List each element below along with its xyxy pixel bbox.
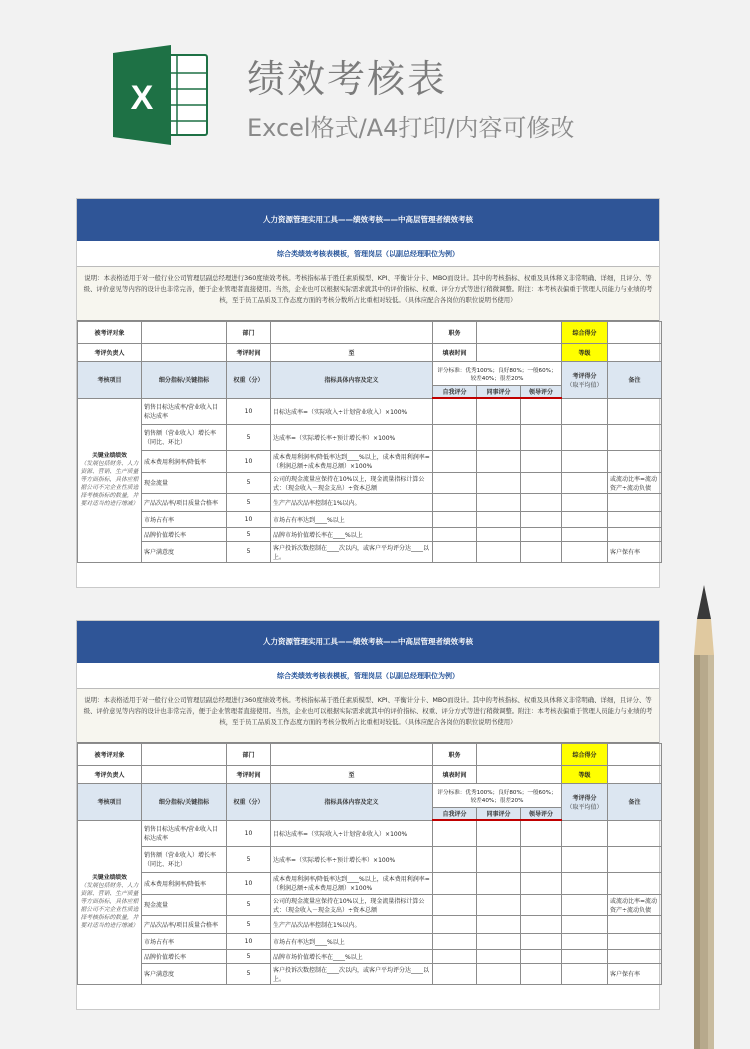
table-row	[78, 846, 662, 872]
row-indicator: 销售额（营业收入）增长率（同比、环比）	[142, 424, 227, 450]
row-avg-score[interactable]	[562, 398, 608, 424]
row-peer-score[interactable]	[477, 915, 521, 933]
row-avg-score[interactable]	[562, 894, 608, 915]
row-indicator: 产品次品率/项目质量合格率	[142, 493, 227, 511]
sheet-banner: 人力资源管理实用工具——绩效考核——中高层管理者绩效考核	[77, 199, 659, 241]
row-indicator: 品牌价值增长率	[142, 949, 227, 963]
info-label-total: 综合得分	[562, 322, 608, 344]
category-title: 关键业绩绩效	[92, 453, 127, 459]
table-row	[78, 541, 662, 562]
col-weight: 权重（分）	[227, 784, 271, 821]
row-weight: 5	[227, 949, 271, 963]
row-self-score[interactable]	[433, 846, 477, 872]
row-weight: 10	[227, 933, 271, 949]
sheet-subhead: 综合类绩效考核表模板，管理岗层（以副总经理职位为例）	[77, 663, 659, 689]
row-remark	[608, 933, 662, 949]
row-self-score[interactable]	[433, 915, 477, 933]
row-avg-score[interactable]	[562, 527, 608, 541]
info-label-grade: 等级	[562, 766, 608, 784]
sheet-banner: 人力资源管理实用工具——绩效考核——中高层管理者绩效考核	[77, 621, 659, 663]
row-remark	[608, 872, 662, 894]
col-remark: 备注	[608, 784, 662, 821]
category-cell	[78, 398, 142, 562]
col-score-sub: （取平均值）	[566, 381, 603, 389]
row-weight: 10	[227, 450, 271, 472]
row-definition: 市场占有率达到____%以上	[271, 933, 433, 949]
row-peer-score[interactable]	[477, 527, 521, 541]
row-weight: 10	[227, 872, 271, 894]
info-value-target[interactable]	[142, 322, 227, 344]
col-self: 自我评分	[433, 808, 477, 821]
category-desc: （发展包括财务、人力资源、营销、生产质量等方面指标，具体应根据公司不完企业性质选择考核指标的数量，并要对适当的进行增减）	[80, 883, 139, 929]
col-weight: 权重（分）	[227, 362, 271, 399]
info-value-reviewer[interactable]	[142, 344, 227, 362]
row-leader-score[interactable]	[521, 511, 562, 527]
row-avg-score[interactable]	[562, 541, 608, 562]
row-peer-score[interactable]	[477, 933, 521, 949]
row-indicator: 市场占有率	[142, 511, 227, 527]
row-leader-score[interactable]	[521, 472, 562, 493]
info-value-time[interactable]: 至	[271, 344, 433, 362]
row-weight: 10	[227, 511, 271, 527]
row-definition: 目标达成率=（实际收入÷计划营业收入）×100%	[271, 820, 433, 846]
row-indicator: 现金流量	[142, 472, 227, 493]
info-value-total[interactable]	[608, 322, 662, 344]
row-leader-score[interactable]	[521, 450, 562, 472]
row-avg-score[interactable]	[562, 872, 608, 894]
row-self-score[interactable]	[433, 424, 477, 450]
row-weight: 5	[227, 915, 271, 933]
table-row	[78, 894, 662, 915]
row-self-score[interactable]	[433, 450, 477, 472]
row-weight: 10	[227, 398, 271, 424]
row-indicator: 销售目标达成率/营业收入目标达成率	[142, 398, 227, 424]
row-indicator: 成本费用利润率/降低率	[142, 450, 227, 472]
row-avg-score[interactable]	[562, 424, 608, 450]
row-remark	[608, 527, 662, 541]
col-leader: 领导评分	[521, 386, 562, 399]
col-definition: 指标具体内容及定义	[271, 362, 433, 399]
row-indicator: 市场占有率	[142, 933, 227, 949]
row-peer-score[interactable]	[477, 424, 521, 450]
info-value-reviewer[interactable]	[142, 766, 227, 784]
row-avg-score[interactable]	[562, 949, 608, 963]
row-indicator: 成本费用利润率/降低率	[142, 872, 227, 894]
row-peer-score[interactable]	[477, 398, 521, 424]
info-value-target[interactable]	[142, 744, 227, 766]
info-label-reviewer: 考评负责人	[78, 344, 142, 362]
sheet-note: 说明：本表格适用于对一般行业公司管理层副总经理进行360度绩效考核。考核指标基于胜任素质模型、KPI、平衡计分卡、MBO而设计。其中的考核指标、权重及具体释义非常明确、详细，且评分、等级、评价意见等内容的设计也非常完善，便于企业管理者直接使用。当然，企业也可以根据实际需求就其中的评价指标、权重、评分方式等进行稍微调整。附注：本考核表偏重于管理人员能力与业绩的考核，至于员工品质及工作态度方面的考核分数所占比重相对较低。（具体应配合各岗位的职位说明书使用）	[77, 689, 659, 743]
page-title: 绩效考核表	[247, 57, 448, 101]
info-value-grade[interactable]	[608, 344, 662, 362]
info-label-target: 被考评对象	[78, 322, 142, 344]
row-self-score[interactable]	[433, 511, 477, 527]
info-label-dept: 部门	[227, 322, 271, 344]
row-peer-score[interactable]	[477, 472, 521, 493]
row-peer-score[interactable]	[477, 894, 521, 915]
row-leader-score[interactable]	[521, 872, 562, 894]
info-value-fill-time[interactable]	[477, 344, 562, 362]
row-self-score[interactable]	[433, 472, 477, 493]
row-self-score[interactable]	[433, 493, 477, 511]
table-row	[78, 493, 662, 511]
row-remark	[608, 820, 662, 846]
info-label-time: 考评时间	[227, 766, 271, 784]
row-definition: 公司的现金流量应保持在10%以上，现金流量指标计算公式：（现金收入－现金支出）÷资本总额	[271, 894, 433, 915]
row-self-score[interactable]	[433, 398, 477, 424]
row-self-score[interactable]	[433, 949, 477, 963]
row-definition: 品牌市场价值增长率在____%以上	[271, 527, 433, 541]
row-peer-score[interactable]	[477, 846, 521, 872]
col-scoring-standard: 评分标准：优秀100%；良好80%；一般60%；较差40%；很差20%	[433, 784, 562, 808]
row-avg-score[interactable]	[562, 915, 608, 933]
table-row	[78, 511, 662, 527]
row-peer-score[interactable]	[477, 493, 521, 511]
info-label-position: 职务	[433, 322, 477, 344]
row-remark: 客户保有率	[608, 541, 662, 562]
info-value-dept[interactable]	[271, 322, 433, 344]
pencil-icon	[684, 585, 724, 1049]
row-indicator: 产品次品率/项目质量合格率	[142, 915, 227, 933]
info-label-dept: 部门	[227, 744, 271, 766]
info-value-total[interactable]	[608, 744, 662, 766]
row-avg-score[interactable]	[562, 450, 608, 472]
row-remark	[608, 424, 662, 450]
page-subtitle: Excel格式/A4打印/内容可修改	[247, 114, 575, 142]
info-label-reviewer: 考评负责人	[78, 766, 142, 784]
info-value-time[interactable]: 至	[271, 766, 433, 784]
table-row	[78, 472, 662, 493]
info-value-position[interactable]	[477, 322, 562, 344]
col-definition: 指标具体内容及定义	[271, 784, 433, 821]
col-score-sub: （取平均值）	[566, 803, 603, 811]
row-indicator: 销售额（营业收入）增长率（同比、环比）	[142, 846, 227, 872]
col-remark: 备注	[608, 362, 662, 399]
row-peer-score[interactable]	[477, 820, 521, 846]
row-remark	[608, 493, 662, 511]
row-weight: 5	[227, 846, 271, 872]
row-avg-score[interactable]	[562, 820, 608, 846]
col-score-label: 考评得分	[572, 794, 597, 802]
row-self-score[interactable]	[433, 541, 477, 562]
row-weight: 10	[227, 820, 271, 846]
row-self-score[interactable]	[433, 820, 477, 846]
info-value-fill-time[interactable]	[477, 766, 562, 784]
row-leader-score[interactable]	[521, 424, 562, 450]
sheet-preview-2	[76, 620, 660, 1010]
row-weight: 5	[227, 541, 271, 562]
col-score	[562, 784, 608, 821]
category-cell	[78, 820, 142, 984]
row-weight: 5	[227, 527, 271, 541]
info-value-dept[interactable]	[271, 744, 433, 766]
row-remark: 或流动比率=流动资产÷流动负债	[608, 894, 662, 915]
info-label-fill-time: 填表时间	[433, 344, 477, 362]
row-definition: 客户投诉次数控制在____次以内，或客户平均评分达____以上。	[271, 541, 433, 562]
row-peer-score[interactable]	[477, 872, 521, 894]
row-indicator: 品牌价值增长率	[142, 527, 227, 541]
sheet-note: 说明：本表格适用于对一般行业公司管理层副总经理进行360度绩效考核。考核指标基于胜任素质模型、KPI、平衡计分卡、MBO而设计。其中的考核指标、权重及具体释义非常明确、详细，且评分、等级、评价意见等内容的设计也非常完善，便于企业管理者直接使用。当然，企业也可以根据实际需求就其中的评价指标、权重、评分方式等进行稍微调整。附注：本考核表偏重于管理人员能力与业绩的考核，至于员工品质及工作态度方面的考核分数所占比重相对较低。（具体应配合各岗位的职位说明书使用）	[77, 267, 659, 321]
row-weight: 5	[227, 493, 271, 511]
row-definition: 达成率=（实际增长率÷预计增长率）×100%	[271, 846, 433, 872]
row-indicator: 销售目标达成率/营业收入目标达成率	[142, 820, 227, 846]
table-row	[78, 933, 662, 949]
info-value-position[interactable]	[477, 744, 562, 766]
table-row	[78, 398, 662, 424]
col-project: 考核项目	[78, 362, 142, 399]
row-remark	[608, 949, 662, 963]
row-remark	[608, 511, 662, 527]
row-weight: 5	[227, 963, 271, 984]
row-definition: 市场占有率达到____%以上	[271, 511, 433, 527]
sheet-subhead: 综合类绩效考核表模板，管理岗层（以副总经理职位为例）	[77, 241, 659, 267]
info-label-target: 被考评对象	[78, 744, 142, 766]
row-remark: 客户保有率	[608, 963, 662, 984]
row-avg-score[interactable]	[562, 963, 608, 984]
table-row	[78, 963, 662, 984]
col-peer: 同事评分	[477, 386, 521, 399]
table-row	[78, 949, 662, 963]
row-self-score[interactable]	[433, 894, 477, 915]
row-self-score[interactable]	[433, 872, 477, 894]
col-leader: 领导评分	[521, 808, 562, 821]
info-label-time: 考评时间	[227, 344, 271, 362]
table-row	[78, 820, 662, 846]
evaluation-table	[77, 321, 662, 563]
col-scoring-standard: 评分标准：优秀100%；良好80%；一般60%；较差40%；很差20%	[433, 362, 562, 386]
row-remark	[608, 450, 662, 472]
category-desc: （发展包括财务、人力资源、营销、生产质量等方面指标，具体应根据公司不完企业性质选择考核指标的数量，并要对适当的进行增减）	[80, 461, 139, 507]
row-leader-score[interactable]	[521, 820, 562, 846]
row-peer-score[interactable]	[477, 949, 521, 963]
row-peer-score[interactable]	[477, 450, 521, 472]
row-definition: 生产产品次品率控制在1%以内。	[271, 493, 433, 511]
row-leader-score[interactable]	[521, 398, 562, 424]
sheet-preview-1	[76, 198, 660, 588]
row-leader-score[interactable]	[521, 846, 562, 872]
row-leader-score[interactable]	[521, 933, 562, 949]
row-weight: 5	[227, 894, 271, 915]
row-remark: 或流动比率=流动资产÷流动负债	[608, 472, 662, 493]
col-peer: 同事评分	[477, 808, 521, 821]
row-leader-score[interactable]	[521, 963, 562, 984]
row-indicator: 现金流量	[142, 894, 227, 915]
col-indicator: 细分指标/关键指标	[142, 362, 227, 399]
info-label-total: 综合得分	[562, 744, 608, 766]
info-label-position: 职务	[433, 744, 477, 766]
row-avg-score[interactable]	[562, 933, 608, 949]
row-definition: 成本费用利润率/降低率达到____%以上，成本费用利润率=（利润总额÷成本费用总额）×100%	[271, 450, 433, 472]
row-indicator: 客户满意度	[142, 963, 227, 984]
row-avg-score[interactable]	[562, 493, 608, 511]
table-row	[78, 527, 662, 541]
evaluation-table	[77, 743, 662, 985]
logo-letter: X	[130, 79, 154, 117]
row-remark	[608, 915, 662, 933]
excel-logo-icon	[113, 45, 209, 145]
row-self-score[interactable]	[433, 963, 477, 984]
col-score	[562, 362, 608, 399]
row-definition: 品牌市场价值增长率在____%以上	[271, 949, 433, 963]
col-indicator: 细分指标/关键指标	[142, 784, 227, 821]
row-weight: 5	[227, 424, 271, 450]
info-label-fill-time: 填表时间	[433, 766, 477, 784]
row-definition: 客户投诉次数控制在____次以内，或客户平均评分达____以上。	[271, 963, 433, 984]
col-score-label: 考评得分	[572, 372, 597, 380]
row-definition: 成本费用利润率/降低率达到____%以上，成本费用利润率=（利润总额÷成本费用总额）×100%	[271, 872, 433, 894]
row-peer-score[interactable]	[477, 511, 521, 527]
row-weight: 5	[227, 472, 271, 493]
row-remark	[608, 398, 662, 424]
category-title: 关键业绩绩效	[92, 875, 127, 881]
row-definition: 公司的现金流量应保持在10%以上，现金流量指标计算公式：（现金收入－现金支出）÷资本总额	[271, 472, 433, 493]
table-row	[78, 872, 662, 894]
table-row	[78, 450, 662, 472]
row-remark	[608, 846, 662, 872]
table-row	[78, 915, 662, 933]
table-row	[78, 424, 662, 450]
row-peer-score[interactable]	[477, 963, 521, 984]
row-self-score[interactable]	[433, 527, 477, 541]
row-indicator: 客户满意度	[142, 541, 227, 562]
col-self: 自我评分	[433, 386, 477, 399]
row-avg-score[interactable]	[562, 846, 608, 872]
col-project: 考核项目	[78, 784, 142, 821]
row-definition: 达成率=（实际增长率÷预计增长率）×100%	[271, 424, 433, 450]
info-value-grade[interactable]	[608, 766, 662, 784]
row-leader-score[interactable]	[521, 493, 562, 511]
row-avg-score[interactable]	[562, 511, 608, 527]
row-leader-score[interactable]	[521, 915, 562, 933]
row-leader-score[interactable]	[521, 949, 562, 963]
info-label-grade: 等级	[562, 344, 608, 362]
row-leader-score[interactable]	[521, 894, 562, 915]
row-definition: 生产产品次品率控制在1%以内。	[271, 915, 433, 933]
row-peer-score[interactable]	[477, 541, 521, 562]
row-leader-score[interactable]	[521, 541, 562, 562]
row-definition: 目标达成率=（实际收入÷计划营业收入）×100%	[271, 398, 433, 424]
row-leader-score[interactable]	[521, 527, 562, 541]
row-avg-score[interactable]	[562, 472, 608, 493]
row-self-score[interactable]	[433, 933, 477, 949]
